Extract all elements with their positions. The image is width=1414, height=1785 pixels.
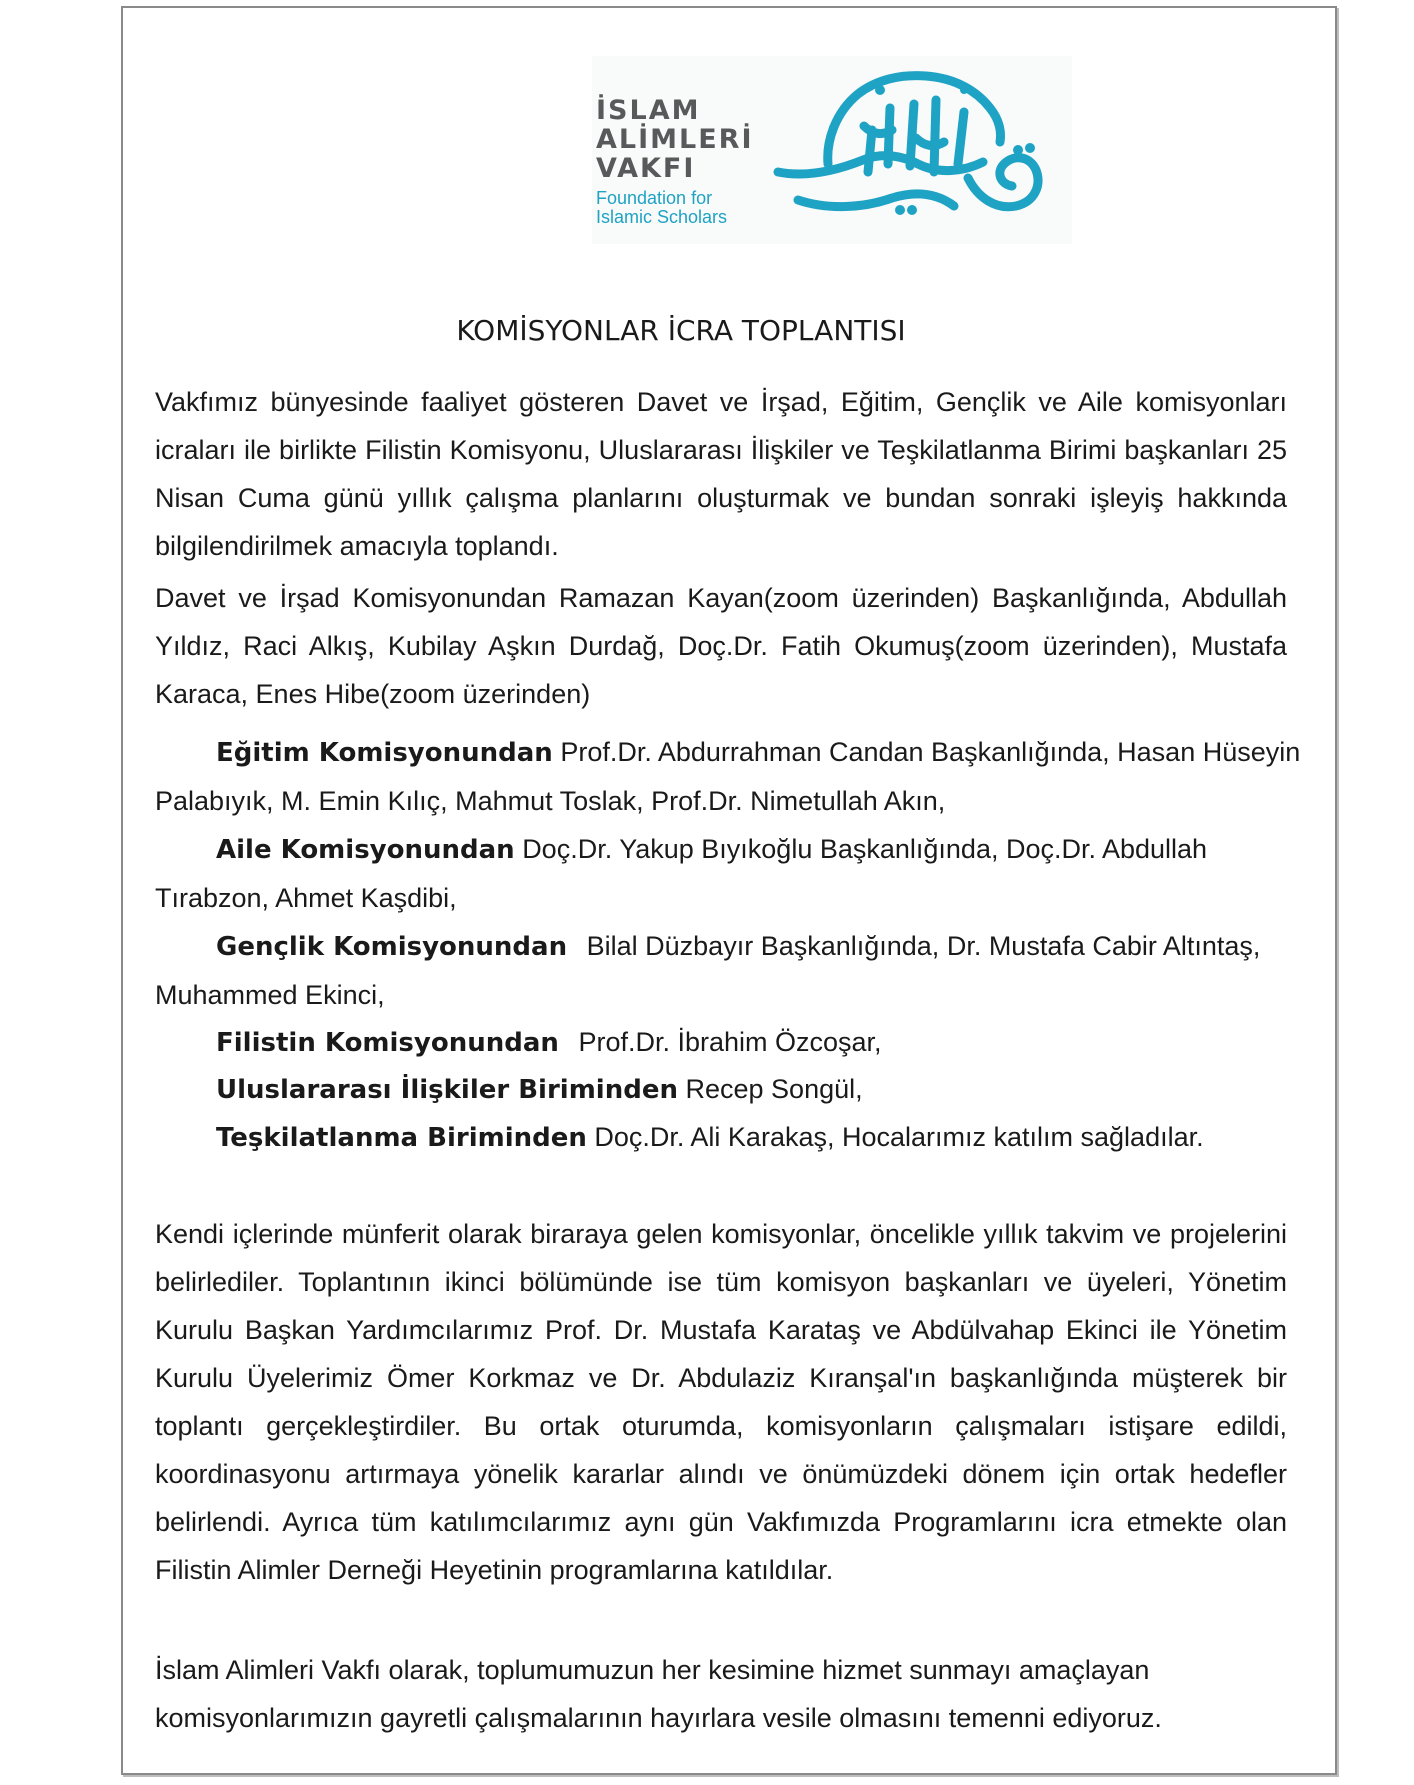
closing-line: İslam Alimleri Vakfı olarak, toplumumuzun her kesimine hizmet sunmayı amaçlayan: [155, 1655, 1150, 1685]
committee-members-continued: Palabıyık, M. Emin Kılıç, Mahmut Toslak, Prof.Dr. Nimetullah Akın,: [155, 786, 946, 816]
committee-heading: Uluslararası İlişkiler Biriminden: [216, 1075, 678, 1105]
logo-line-vakfi: VAKFI: [596, 153, 696, 184]
logo-wordmark: [596, 96, 754, 227]
meeting-paragraph: Kendi içlerinde münferit olarak biraraya gelen komisyonlar, öncelikle yıllık takvim ve projelerini belirlediler. Toplantının ikinci bölümünde ise tüm komisyon başkanları ve üyeleri, Yönetim Kurulu Başkan Yardımcılarımız Prof. Dr. Mustafa Karataş ve Abdülvahap Ekinci ile Yönetim Kurulu Üyelerimiz Ömer Korkmaz ve Dr. Abdulaziz Kıranşal'ın başkanlığında müşterek bir toplantı gerçekleştirdiler. Bu ortak oturumda, komisyonların çalışmaları istişare edildi, koordinasyonu artırmaya yönelik kararlar alındı ve önümüzdeki dönem için ortak hedefler belirlendi. Ayrıca tüm katılımcılarımız aynı gün Vakfımızda Programlarını icra etmekte olan Filistin Alimler Derneği Heyetinin programlarına katıldılar.: [155, 1219, 1287, 1585]
committee-teskilatlanma: [155, 1113, 1340, 1162]
committee-heading: Eğitim Komisyonundan: [216, 738, 553, 768]
davet-irsad-paragraph: Davet ve İrşad Komisyonundan Ramazan Kayan(zoom üzerinden) Başkanlığında, Abdullah Yıldız, Raci Alkış, Kubilay Aşkın Durdağ, Doç.Dr. Fatih Okumuş(zoom üzerinden), Mustafa Karaca, Enes Hibe(zoom üzerinden): [155, 583, 1287, 709]
committee-aile: [155, 825, 1340, 922]
logo-line-islam: İSLAM: [596, 95, 701, 126]
intro-paragraph: Vakfımız bünyesinde faaliyet gösteren Davet ve İrşad, Eğitim, Gençlik ve Aile komisyonları icraları ile birlikte Filistin Komisyonu, Uluslararası İlişkiler ve Teşkilatlanma Birimi başkanları 25 Nisan Cuma günü yıllık çalışma planlarını oluşturmak ve bundan sonraki işleyiş hakkında bilgilendirilmek amacıyla toplandı.: [155, 387, 1287, 561]
committee-members: Doç.Dr. Ali Karakaş, Hocalarımız katılım sağladılar.: [594, 1122, 1204, 1152]
committee-members: Recep Songül,: [685, 1074, 863, 1104]
committee-members: Prof.Dr. Abdurrahman Candan Başkanlığında, Hasan Hüseyin: [560, 737, 1301, 767]
committee-heading: Teşkilatlanma Biriminden: [216, 1123, 587, 1153]
committee-members: Prof.Dr. İbrahim Özcoşar,: [578, 1027, 882, 1057]
committee-members: Doç.Dr. Yakup Bıyıkoğlu Başkanlığında, Doç.Dr. Abdullah: [522, 834, 1208, 864]
logo-line-alimleri: ALİMLERİ: [596, 124, 754, 155]
committee-heading: Filistin Komisyonundan: [216, 1028, 559, 1058]
committee-genclik: [155, 922, 1340, 1019]
logo-subtitle-foundation: Foundation for: [596, 188, 713, 208]
committee-members-continued: Tırabzon, Ahmet Kaşdibi,: [155, 883, 457, 913]
committee-heading: Gençlik Komisyonundan: [216, 932, 568, 962]
committee-egitim: [155, 728, 1340, 825]
foundation-logo: [592, 56, 1072, 244]
arabic-calligraphy-logo-icon: [768, 60, 1068, 240]
committee-members-continued: Muhammed Ekinci,: [155, 980, 385, 1010]
closing-paragraph: [155, 1646, 1287, 1742]
document-title: KOMİSYONLAR İCRA TOPLANTISI: [456, 314, 906, 347]
logo-subtitle-scholars: Islamic Scholars: [596, 207, 728, 227]
closing-line: komisyonlarımızın gayretli çalışmalarının hayırlara vesile olmasını temenni ediyoruz.: [155, 1703, 1162, 1733]
committee-heading: Aile Komisyonundan: [216, 835, 515, 865]
committee-members: Bilal Düzbayır Başkanlığında, Dr. Mustafa Cabir Altıntaş,: [586, 931, 1261, 961]
committee-filistin: [155, 1018, 1340, 1067]
committee-uluslararasi: [155, 1065, 1340, 1114]
